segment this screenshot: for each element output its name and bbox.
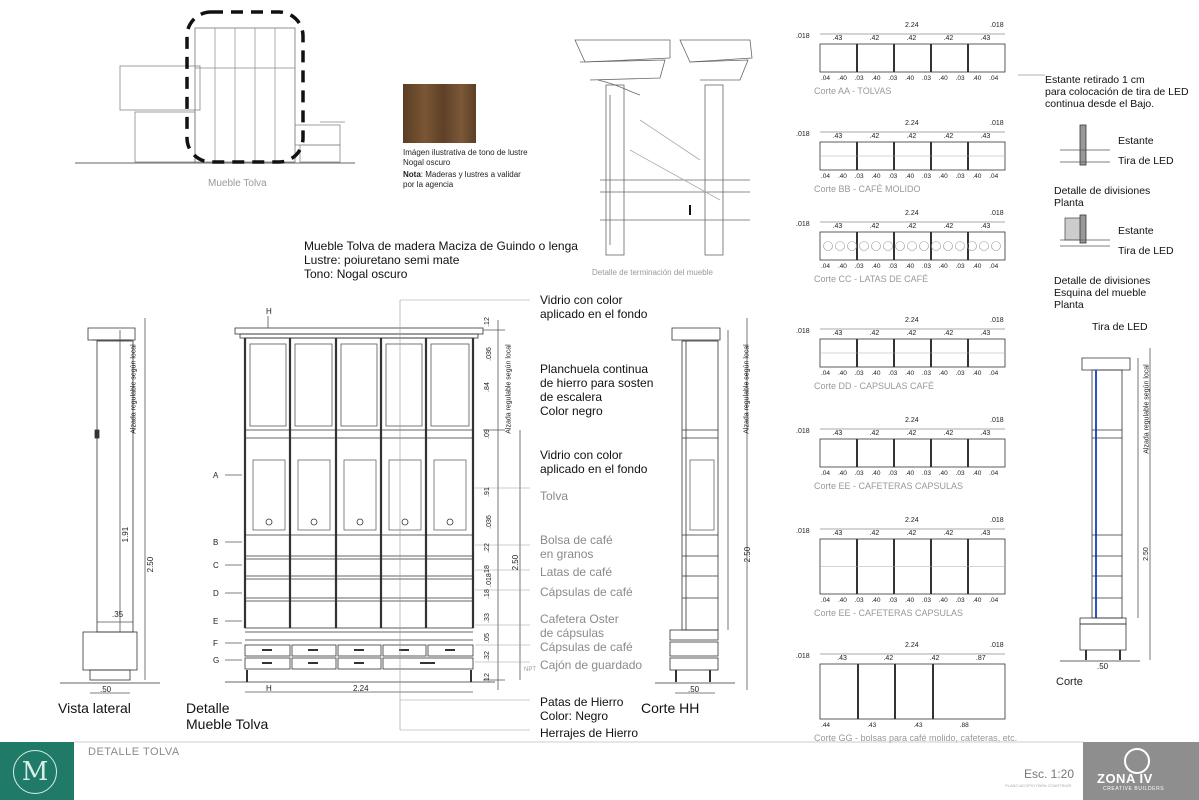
section-seg-dim: .42 — [943, 430, 954, 437]
section-seg-dim: .42 — [883, 655, 894, 662]
row-label-c: C — [213, 561, 219, 570]
main-dim-label: .91 — [483, 487, 491, 497]
section-seg-dim: .42 — [906, 133, 917, 140]
section-seg-dim: .43 — [980, 223, 991, 230]
section-bottom-dim: .40 — [972, 263, 982, 270]
section-edge-dim: .018 — [990, 417, 1004, 424]
can-symbol — [992, 242, 1001, 251]
footer-scale: Esc. 1:20 — [1024, 767, 1075, 781]
section-bottom-dim: .03 — [955, 173, 965, 180]
section-bottom-dim: .44 — [821, 722, 831, 729]
note-tira-b: Tira de LED — [1118, 245, 1174, 257]
view-lateral-title: Vista lateral — [58, 700, 131, 716]
main-alzada-note: Alzada regulable según local — [505, 344, 513, 434]
row-label-f: F — [213, 639, 218, 648]
callout-cafetera-1: Cafetera Oster — [540, 612, 619, 626]
section-seg-dim: .42 — [869, 530, 880, 537]
section-title: Corte DD - CAPSULAS CAFÉ — [814, 381, 935, 391]
brand-logo-block — [0, 742, 74, 800]
section-bottom-dim: .40 — [938, 470, 948, 477]
section-seg-dim: .43 — [980, 530, 991, 537]
zona-brand-sub: CREATIVE BUILDERS — [1103, 786, 1165, 792]
section-edge-dim: .018 — [990, 22, 1004, 29]
row-label-a: A — [213, 471, 219, 480]
section-edge-dim: .018 — [990, 210, 1004, 217]
section-hh — [655, 318, 747, 693]
section-edge-dim-left: .018 — [796, 428, 810, 435]
note-estante-a: Estante — [1118, 135, 1154, 147]
section-seg-dim: .42 — [943, 223, 954, 230]
section-bottom-dim: .03 — [854, 470, 864, 477]
can-symbol — [920, 242, 929, 251]
section-total-dim: 2.24 — [905, 517, 919, 524]
zona-brand-block — [1083, 742, 1199, 800]
section-edge-dim-left: .018 — [796, 653, 810, 660]
section-bottom-dim: .40 — [905, 470, 915, 477]
section-seg-dim: .42 — [943, 35, 954, 42]
section-title: Corte BB - CAFÉ MOLIDO — [814, 184, 921, 194]
section-edge-dim-left: .018 — [796, 33, 810, 40]
section-bottom-dim: .40 — [871, 470, 881, 477]
mark-h-top: H — [266, 307, 272, 316]
spec-line-1: Mueble Tolva de madera Maciza de Guindo o lenga — [304, 239, 578, 253]
section-bottom-dim: .04 — [989, 75, 999, 82]
section-bottom-dim: .03 — [888, 597, 898, 604]
section-body — [820, 439, 1005, 467]
callout-vidrio-mid-2: aplicado en el fondo — [540, 462, 648, 476]
callout-cafetera-2: de cápsulas — [540, 626, 605, 640]
section-seg-dim: .43 — [832, 530, 843, 537]
can-symbol — [932, 242, 941, 251]
can-symbol — [824, 242, 833, 251]
section-seg-dim: .43 — [980, 430, 991, 437]
can-symbol — [884, 242, 893, 251]
section-bottom-dim: .40 — [905, 173, 915, 180]
note-tira-a: Tira de LED — [1118, 155, 1174, 167]
section-seg-dim: .43 — [832, 35, 843, 42]
section-bottom-dim: .40 — [837, 470, 847, 477]
zona-brand-name: ZONA IV — [1097, 771, 1153, 786]
section-bottom-dim: .40 — [972, 75, 982, 82]
section-seg-dim: .42 — [869, 330, 880, 337]
section-bottom-dim: .04 — [821, 370, 831, 377]
section-bottom-dim: .03 — [888, 173, 898, 180]
section-right — [1060, 348, 1150, 661]
note-det-esq-3: Planta — [1054, 299, 1084, 311]
callout-planchuela-2: de hierro para sosten — [540, 376, 654, 390]
can-symbol — [956, 242, 965, 251]
section-bottom-dim: .88 — [959, 722, 969, 729]
section-edge-dim-left: .018 — [796, 328, 810, 335]
section-bottom-dim: .03 — [888, 75, 898, 82]
main-dim-label: .09 — [483, 429, 491, 439]
section-edge-dim-left: .018 — [796, 221, 810, 228]
section-body — [820, 664, 1005, 719]
section-bottom-dim: .40 — [938, 597, 948, 604]
callout-patas-1: Patas de Hierro — [540, 695, 624, 709]
section-bottom-dim: .40 — [905, 75, 915, 82]
section-total-dim: 2.24 — [905, 22, 919, 29]
section-seg-dim: .43 — [837, 655, 847, 662]
dim-total-width: 2.24 — [353, 684, 369, 693]
callout-bolsa-1: Bolsa de café — [540, 533, 613, 547]
callout-vidrio-mid-1: Vidrio con color — [540, 448, 623, 462]
section-bottom-dim: .03 — [854, 263, 864, 270]
section-seg-dim: .42 — [869, 430, 880, 437]
section-bottom-dim: .03 — [854, 75, 864, 82]
section-bottom-dim: .40 — [871, 263, 881, 270]
section-bottom-dim: .40 — [905, 370, 915, 377]
side-view — [60, 318, 160, 693]
note-estante-1: Estante retirado 1 cm — [1045, 74, 1145, 86]
dim-main-250: 2.50 — [511, 554, 521, 571]
section-bottom-dim: .40 — [972, 370, 982, 377]
row-label-g: G — [213, 656, 220, 665]
row-label-d: D — [213, 589, 219, 598]
main-dim-label: .018 — [485, 573, 493, 587]
spec-line-3: Tono: Nogal oscuro — [304, 267, 408, 281]
section-bottom-dim: .04 — [821, 597, 831, 604]
sketch-caption: Detalle de terminación del mueble — [592, 268, 713, 277]
section-bottom-dim: .43 — [913, 722, 923, 729]
dim-npt: NPT — [524, 667, 536, 673]
section-total-dim: 2.24 — [905, 642, 919, 649]
section-seg-dim: .43 — [832, 133, 843, 140]
dim-hh-width: .50 — [688, 685, 700, 694]
section-edge-dim-left: .018 — [796, 131, 810, 138]
section-seg-dim: .43 — [980, 35, 991, 42]
section-total-dim: 2.24 — [905, 210, 919, 217]
dim-side-width: .50 — [100, 685, 112, 694]
section-bottom-dim: .03 — [854, 370, 864, 377]
section-seg-dim: .87 — [975, 655, 986, 662]
section-edge-dim: .018 — [990, 120, 1004, 127]
section-bottom-dim: .40 — [871, 370, 881, 377]
section-seg-dim: .42 — [869, 35, 880, 42]
section-bottom-dim: .40 — [938, 263, 948, 270]
section-edge-dim: .018 — [990, 517, 1004, 524]
top-elevation-caption: Mueble Tolva — [208, 178, 267, 189]
callout-capsulas: Cápsulas de café — [540, 585, 633, 599]
section-bottom-dim: .40 — [972, 470, 982, 477]
section-title: Corte EE - CAFETERAS CAPSULAS — [814, 481, 964, 491]
section-seg-dim: .43 — [832, 430, 843, 437]
note-tira-c: Tira de LED — [1092, 321, 1148, 333]
callout-cajon: Cajón de guardado — [540, 658, 643, 672]
section-bottom-dim: .40 — [972, 173, 982, 180]
swatch-note: Nota: Maderas y lustres a validar — [403, 170, 521, 179]
main-dim-label: .18 — [483, 589, 491, 599]
main-dim-label: .18 — [483, 565, 491, 575]
section-bottom-dim: .03 — [921, 75, 931, 82]
section-seg-dim: .42 — [906, 330, 917, 337]
section-seg-dim: .43 — [832, 330, 843, 337]
section-edge-dim-left: .018 — [796, 528, 810, 535]
note-det-esq-2: Esquina del mueble — [1054, 287, 1147, 299]
main-dim-label: .036 — [485, 515, 493, 529]
section-bottom-dim: .03 — [888, 470, 898, 477]
view-corte-title: Corte — [1056, 676, 1083, 688]
view-detalle-title-1: Detalle — [186, 700, 230, 716]
section-bottom-dim: .03 — [955, 470, 965, 477]
section-seg-dim: .42 — [906, 530, 917, 537]
can-symbol — [944, 242, 953, 251]
can-symbol — [836, 242, 845, 251]
corte-alzada-note: Alzada regulable según local — [1143, 364, 1151, 454]
dim-side-35: .35 — [112, 610, 124, 619]
dim-side-250: 2.50 — [146, 556, 156, 573]
section-seg-dim: .42 — [943, 330, 954, 337]
can-symbol — [908, 242, 917, 251]
section-seg-dim: .43 — [980, 133, 991, 140]
section-title: Corte EE - CAFETERAS CAPSULAS — [814, 608, 964, 618]
swatch-caption-2: Nogal oscuro — [403, 158, 451, 167]
section-bottom-dim: .40 — [972, 597, 982, 604]
swatch-caption-1: Imágen ilustrativa de tono de lustre — [403, 148, 528, 157]
section-bottom-dim: .40 — [871, 597, 881, 604]
section-bottom-dim: .03 — [854, 597, 864, 604]
section-seg-dim: .43 — [980, 330, 991, 337]
callout-vidrio-top-1: Vidrio con color — [540, 293, 623, 307]
main-dim-label: .32 — [483, 651, 491, 661]
section-bottom-dim: .03 — [921, 370, 931, 377]
can-symbol — [980, 242, 989, 251]
dim-corte-width: .50 — [1097, 662, 1109, 671]
section-bottom-dim: .04 — [989, 470, 999, 477]
view-detalle-title-2: Mueble Tolva — [186, 716, 269, 732]
section-bottom-dim: .03 — [921, 173, 931, 180]
note-estante-3: continua desde el Bajo. — [1045, 98, 1155, 110]
section-total-dim: 2.24 — [905, 317, 919, 324]
can-symbol — [872, 242, 881, 251]
section-bottom-dim: .40 — [871, 173, 881, 180]
main-elevation — [225, 316, 520, 692]
dim-hh-250: 2.50 — [743, 546, 753, 563]
section-seg-dim: .42 — [906, 223, 917, 230]
section-bottom-dim: .03 — [854, 173, 864, 180]
section-bottom-dim: .03 — [955, 597, 965, 604]
section-bottom-dim: .03 — [888, 370, 898, 377]
section-seg-dim: .42 — [906, 430, 917, 437]
section-bottom-dim: .40 — [938, 370, 948, 377]
callout-herrajes: Herrajes de Hierro — [540, 726, 639, 740]
brand-logo-icon: M — [13, 750, 57, 794]
main-dim-label: .12 — [483, 673, 491, 683]
section-bottom-dim: .40 — [837, 263, 847, 270]
section-bottom-dim: .03 — [921, 263, 931, 270]
section-bottom-dim: .40 — [938, 75, 948, 82]
main-dim-label: .12 — [483, 317, 491, 327]
note-det-div-1: Detalle de divisiones — [1054, 185, 1151, 197]
section-bottom-dim: .04 — [821, 470, 831, 477]
section-seg-dim: .42 — [869, 133, 880, 140]
section-bottom-dim: .04 — [989, 370, 999, 377]
section-bottom-dim: .40 — [837, 370, 847, 377]
callout-patas-2: Color: Negro — [540, 709, 609, 723]
row-label-e: E — [213, 617, 219, 626]
section-edge-dim: .018 — [990, 642, 1004, 649]
main-dim-label: .22 — [483, 543, 491, 553]
footer-title: DETALLE TOLVA — [88, 746, 180, 758]
section-bottom-dim: .40 — [837, 173, 847, 180]
section-bottom-dim: .03 — [955, 75, 965, 82]
note-estante-b: Estante — [1118, 225, 1154, 237]
swatch-note-2: por la agencia — [403, 180, 454, 189]
callout-latas: Latas de café — [540, 565, 613, 579]
section-seg-dim: .42 — [906, 35, 917, 42]
note-estante-2: para colocación de tira de LED — [1045, 86, 1189, 98]
spec-line-2: Lustre: poiuretano semi mate — [304, 253, 460, 267]
callout-planchuela-1: Planchuela continua — [540, 362, 649, 376]
section-bottom-dim: .03 — [921, 470, 931, 477]
section-bottom-dim: .04 — [989, 597, 999, 604]
wood-swatch — [403, 84, 476, 143]
section-bottom-dim: .03 — [955, 370, 965, 377]
section-bottom-dim: .04 — [989, 263, 999, 270]
row-label-b: B — [213, 538, 219, 547]
section-bottom-dim: .04 — [821, 263, 831, 270]
section-bottom-dim: .40 — [837, 75, 847, 82]
can-symbol — [860, 242, 869, 251]
section-body — [820, 44, 1005, 72]
section-bottom-dim: .40 — [871, 75, 881, 82]
top-elevation — [75, 12, 355, 163]
callout-vidrio-top-2: aplicado en el fondo — [540, 307, 648, 321]
section-total-dim: 2.24 — [905, 417, 919, 424]
section-bottom-dim: .40 — [905, 597, 915, 604]
footer-scale-sub: PLANO ACOPIO PARA CONSTRUIR — [1005, 783, 1072, 788]
section-title: Corte GG - bolsas para café molido, cafeteras, etc. — [814, 733, 1018, 743]
section-bottom-dim: .03 — [888, 263, 898, 270]
section-seg-dim: .42 — [929, 655, 940, 662]
callout-planchuela-4: Color negro — [540, 404, 603, 418]
main-dim-label: .84 — [483, 382, 491, 392]
main-dim-label: .05 — [483, 633, 491, 643]
section-bottom-dim: .04 — [821, 75, 831, 82]
side-alzada-note: Alzada regulable según local — [130, 344, 138, 434]
section-bottom-dim: .43 — [867, 722, 877, 729]
section-bottom-dim: .04 — [821, 173, 831, 180]
dim-side-191: 1.91 — [121, 526, 131, 543]
section-bottom-dim: .40 — [905, 263, 915, 270]
section-title: Corte CC - LATAS DE CAFÉ — [814, 274, 929, 284]
can-symbol — [848, 242, 857, 251]
section-seg-dim: .42 — [943, 133, 954, 140]
callout-planchuela-3: de escalera — [540, 390, 603, 404]
section-bottom-dim: .04 — [989, 173, 999, 180]
can-symbol — [896, 242, 905, 251]
hh-alzada-note: Alzada regulable según local — [743, 344, 751, 434]
dim-corte-250: 2.50 — [1142, 547, 1150, 561]
main-dim-label: .33 — [483, 613, 491, 623]
main-dim-label: .036 — [485, 347, 493, 361]
note-det-esq-1: Detalle de divisiones — [1054, 275, 1151, 287]
section-seg-dim: .42 — [943, 530, 954, 537]
section-edge-dim: .018 — [990, 317, 1004, 324]
note-det-div-2: Planta — [1054, 197, 1084, 209]
section-bottom-dim: .03 — [921, 597, 931, 604]
callout-tolva: Tolva — [540, 489, 569, 503]
section-seg-dim: .43 — [832, 223, 843, 230]
sketch-detail — [575, 40, 752, 255]
section-bottom-dim: .03 — [955, 263, 965, 270]
view-corte-hh-title: Corte HH — [641, 700, 700, 716]
mark-h-bottom: H — [266, 684, 272, 693]
section-seg-dim: .42 — [869, 223, 880, 230]
section-bottom-dim: .40 — [938, 173, 948, 180]
section-title: Corte AA - TOLVAS — [814, 86, 892, 96]
callout-bolsa-2: en granos — [540, 547, 594, 561]
callout-capsulas-2: Cápsulas de café — [540, 640, 633, 654]
section-bottom-dim: .40 — [837, 597, 847, 604]
section-total-dim: 2.24 — [905, 120, 919, 127]
